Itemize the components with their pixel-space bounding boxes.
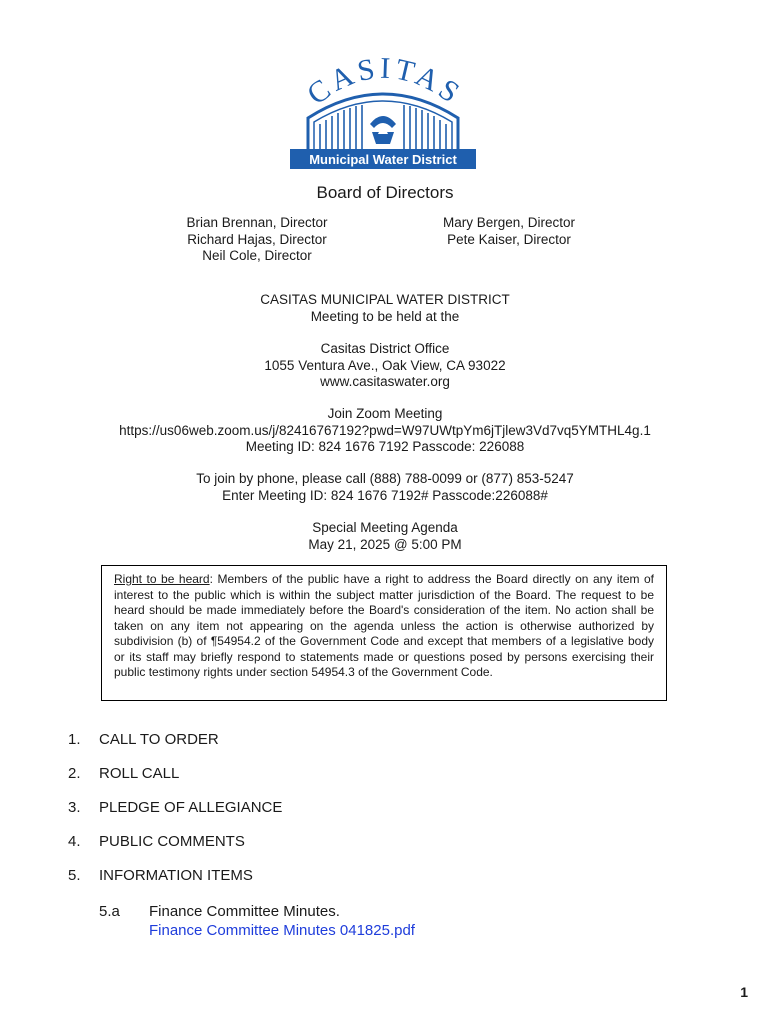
agenda-item-number: 2. [68, 765, 81, 782]
agenda-item-number: 5. [68, 867, 81, 884]
office-name: Casitas District Office [320, 341, 450, 356]
right-to-be-heard-notice [101, 565, 667, 701]
org-name: CASITAS MUNICIPAL WATER DISTRICT [260, 292, 510, 307]
agenda-item-label: ROLL CALL [99, 765, 180, 782]
director-name: Pete Kaiser, Director [447, 231, 571, 247]
director-name: Mary Bergen, Director [442, 215, 576, 230]
agenda-item-number: 1. [68, 731, 81, 748]
phone-meeting-id: Enter Meeting ID: 824 1676 7192# Passcode:226088# [222, 487, 548, 503]
agenda-subitem [99, 902, 415, 940]
board-title: Board of Directors [316, 183, 454, 202]
zoom-heading: Join Zoom Meeting [327, 406, 443, 421]
notice-body: : Members of the public have a right to address the Board directly on any item of interest to the public which is within the subject matter jurisdiction of the Board. The request to be heard should be made immediately before the Board's consideration of the item. No action shall be taken on any item not appearing on the agenda unless the action is otherwise authorized by subdivision (b) of ¶54954.2 of the Government Code and except that members of a legislative body or its staff may briefly respond to statements made or questions posed by persons exercising their public testimony rights under section 54954.3 of the Government Code. [114, 572, 655, 679]
logo-arc-text: CASITAS [301, 52, 469, 112]
agenda-item-number: 3. [68, 799, 81, 816]
zoom-meeting-id: Meeting ID: 824 1676 7192 Passcode: 226088 [245, 439, 525, 454]
director-name: Richard Hajas, Director [187, 231, 327, 247]
agenda-item [68, 765, 179, 782]
agenda-item-number: 4. [68, 833, 81, 850]
agenda-title: Special Meeting Agenda [312, 520, 458, 535]
agenda-item-label: INFORMATION ITEMS [99, 867, 253, 884]
notice-heading: Right to be heard [114, 572, 210, 586]
subitem-number: 5.a [99, 903, 120, 920]
agenda-date: May 21, 2025 @ 5:00 PM [308, 536, 462, 552]
phone-block [0, 471, 770, 504]
office-address-block [0, 341, 770, 391]
agenda-item-label: PUBLIC COMMENTS [99, 833, 245, 850]
agenda-item-label: PLEDGE OF ALLEGIANCE [99, 799, 283, 816]
casitas-logo-graphic [288, 52, 478, 170]
svg-text:CASITAS [301, 52, 468, 112]
zoom-block [0, 406, 770, 456]
agenda-item [68, 867, 253, 884]
director-name: Neil Cole, Director [202, 248, 312, 263]
agenda-item [68, 731, 219, 748]
subitem-label: Finance Committee Minutes. [149, 903, 340, 920]
agenda-item-label: CALL TO ORDER [99, 731, 219, 748]
agenda-header-block [0, 520, 770, 553]
agenda-item [68, 833, 245, 850]
director-name: Brian Brennan, Director [186, 215, 328, 230]
meeting-location-block [0, 292, 770, 325]
casitas-logo [288, 52, 478, 170]
held-at-text: Meeting to be held at the [310, 308, 460, 324]
page-number: 1 [740, 984, 748, 1000]
finance-minutes-pdf-link[interactable]: Finance Committee Minutes 041825.pdf [149, 922, 415, 939]
logo-banner-text: Municipal Water District [309, 152, 457, 167]
zoom-url[interactable]: https://us06web.zoom.us/j/82416767192?pwd=W97UWtpYm6jTjlew3Vd7vq5YMTHL4g.1 [119, 422, 651, 438]
agenda-item [68, 799, 282, 816]
phone-line: To join by phone, please call (888) 788-0099 or (877) 853-5247 [196, 471, 574, 486]
directors-left [150, 215, 364, 265]
office-address: 1055 Ventura Ave., Oak View, CA 93022 [264, 357, 506, 373]
directors-right [400, 215, 618, 248]
website-text: www.casitaswater.org [320, 374, 450, 389]
